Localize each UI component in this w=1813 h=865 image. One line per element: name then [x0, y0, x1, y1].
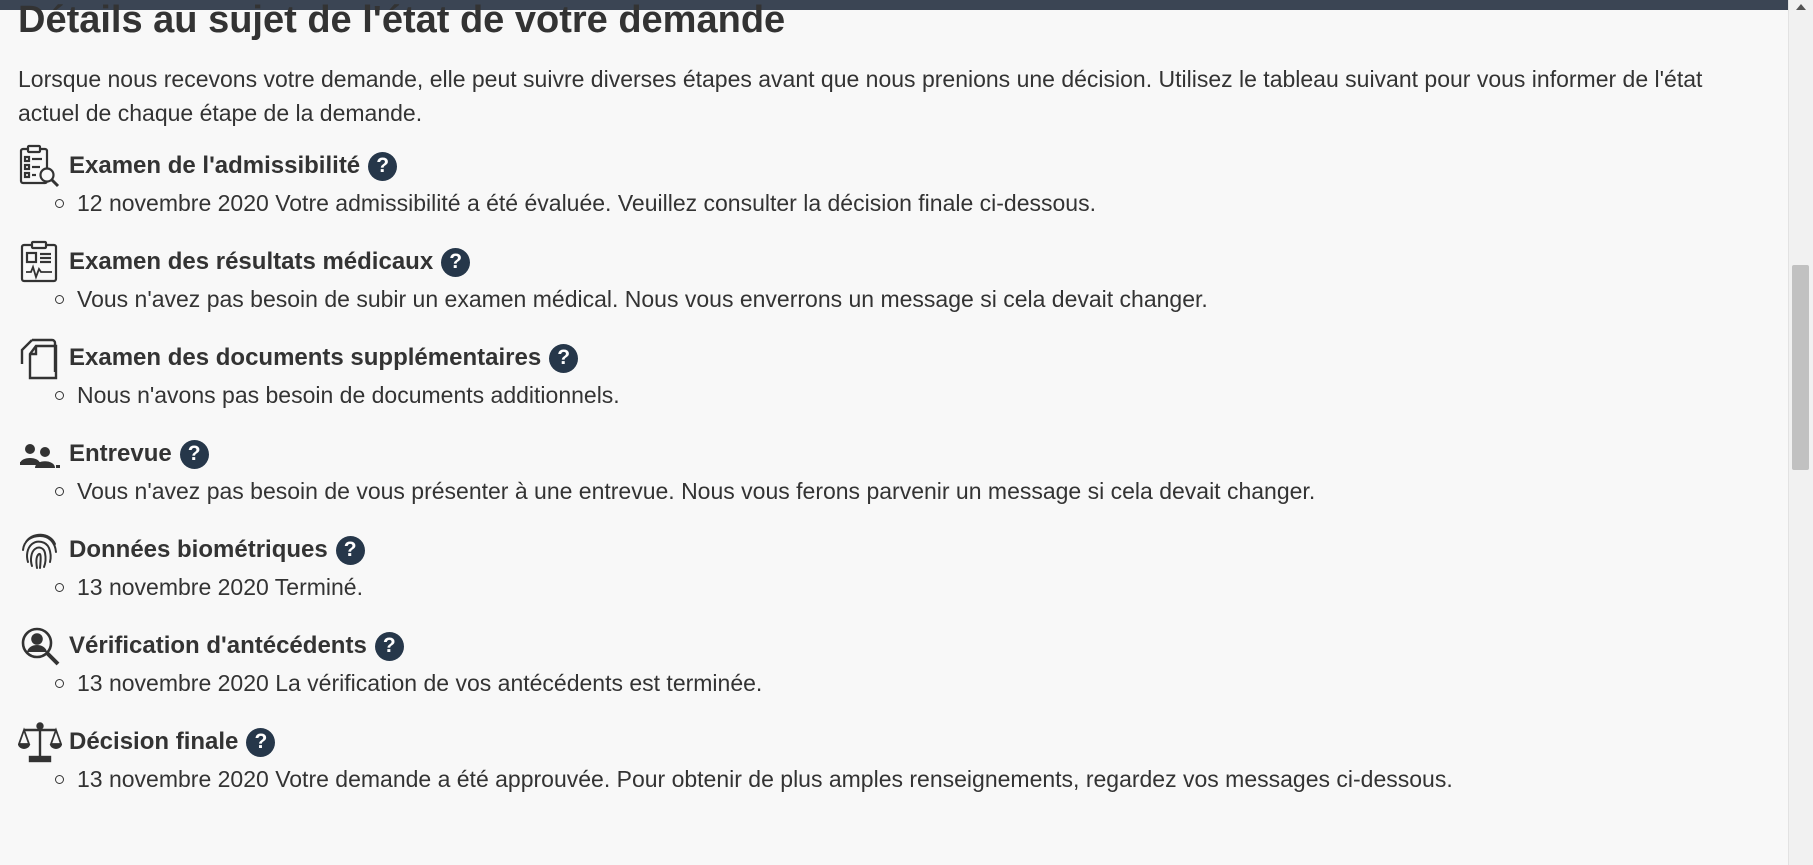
- step-final-decision: [18, 722, 1718, 796]
- help-icon[interactable]: ?: [180, 440, 209, 469]
- intro-text: Lorsque nous recevons votre demande, elle peut suivre diverses étapes avant que nous prenions une décision. Utilisez le tableau suivant pour vous informer de l'état actuel de chaque étape de la demande.: [18, 66, 1703, 126]
- page-title: Détails au sujet de l'état de votre demande: [18, 0, 786, 41]
- help-icon[interactable]: ?: [549, 344, 578, 373]
- step-title: Décision finale: [69, 728, 239, 755]
- scrollbar-thumb[interactable]: [1792, 265, 1809, 470]
- help-icon[interactable]: ?: [246, 728, 275, 757]
- step-title: Vérification d'antécédents: [69, 632, 367, 659]
- step-background-check: [18, 626, 1718, 700]
- step-biometrics: [18, 530, 1718, 604]
- help-icon[interactable]: ?: [441, 248, 470, 277]
- step-status: 13 novembre 2020 Votre demande a été approuvée. Pour obtenir de plus amples renseignements, regardez vos messages ci-dessous.: [18, 762, 1718, 796]
- step-title: Données biométriques: [69, 536, 328, 563]
- step-eligibility: [18, 146, 1718, 220]
- help-icon[interactable]: ?: [336, 536, 365, 565]
- step-title: Examen de l'admissibilité: [69, 152, 361, 179]
- step-title: Examen des résultats médicaux: [69, 248, 434, 275]
- scales-icon: [18, 720, 62, 764]
- documents-icon: [18, 336, 62, 380]
- step-status: 12 novembre 2020 Votre admissibilité a été évaluée. Veuillez consulter la décision finale ci-dessous.: [18, 186, 1718, 220]
- step-status: 13 novembre 2020 Terminé.: [18, 570, 1718, 604]
- clipboard-search-icon: [18, 144, 62, 188]
- step-documents: [18, 338, 1718, 412]
- medical-clipboard-icon: [18, 240, 62, 284]
- scroll-up-arrow-icon[interactable]: [1796, 4, 1806, 10]
- fingerprint-icon: [18, 528, 62, 572]
- step-status: Nous n'avons pas besoin de documents additionnels.: [18, 378, 1718, 412]
- step-interview: [18, 434, 1718, 508]
- step-title: Examen des documents supplémentaires: [69, 344, 542, 371]
- interview-people-icon: [18, 432, 62, 476]
- step-title: Entrevue: [69, 440, 172, 467]
- step-medical: [18, 242, 1718, 316]
- help-icon[interactable]: ?: [375, 632, 404, 661]
- background-check-icon: [18, 624, 62, 668]
- vertical-scrollbar[interactable]: [1788, 0, 1813, 865]
- help-icon[interactable]: ?: [368, 152, 397, 181]
- step-status: 13 novembre 2020 La vérification de vos antécédents est terminée.: [18, 666, 1718, 700]
- step-status: Vous n'avez pas besoin de vous présenter à une entrevue. Nous vous ferons parvenir un message si cela devait changer.: [18, 474, 1718, 508]
- step-status: Vous n'avez pas besoin de subir un examen médical. Nous vous enverrons un message si cela devait changer.: [18, 282, 1718, 316]
